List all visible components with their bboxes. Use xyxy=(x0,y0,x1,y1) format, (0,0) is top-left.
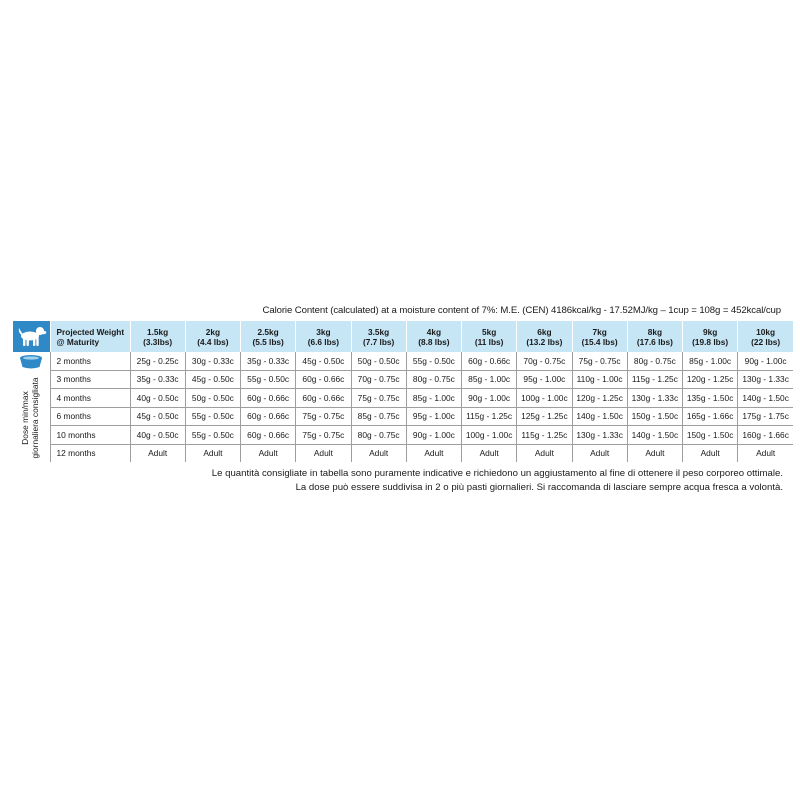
weight-kg: 3kg xyxy=(316,327,331,337)
dose-cell: 70g - 0.75c xyxy=(351,370,406,389)
weight-lbs: (8.8 lbs) xyxy=(418,337,450,347)
dose-cell: 75g - 0.75c xyxy=(572,352,627,370)
dose-cell: Adult xyxy=(683,444,738,462)
age-cell: 3 months xyxy=(50,370,130,389)
dose-cell: 140g - 1.50c xyxy=(572,407,627,426)
dose-cell: 60g - 0.66c xyxy=(296,370,351,389)
dose-cell: 95g - 1.00c xyxy=(517,370,572,389)
dose-cell: 30g - 0.33c xyxy=(185,352,240,370)
projected-weight-header xyxy=(50,321,130,352)
dose-cell: 90g - 1.00c xyxy=(406,426,461,445)
dose-cell: Adult xyxy=(462,444,517,462)
age-cell: 6 months xyxy=(50,407,130,426)
maturity-label: @ Maturity xyxy=(56,337,100,347)
dose-cell: 45g - 0.50c xyxy=(296,352,351,370)
weight-header xyxy=(185,321,240,352)
dose-cell: Adult xyxy=(572,444,627,462)
dose-cell: Adult xyxy=(627,444,682,462)
dose-cell: 130g - 1.33c xyxy=(738,370,793,389)
weight-lbs: (11 lbs) xyxy=(474,337,504,347)
weight-kg: 6kg xyxy=(537,327,552,337)
dose-cell: 60g - 0.66c xyxy=(296,389,351,408)
dose-cell: 40g - 0.50c xyxy=(130,426,185,445)
dose-cell: 140g - 1.50c xyxy=(627,426,682,445)
table-row xyxy=(13,407,793,426)
dose-cell: 150g - 1.50c xyxy=(627,407,682,426)
dose-cell: 100g - 1.00c xyxy=(517,389,572,408)
weight-lbs: (4.4 lbs) xyxy=(197,337,229,347)
weight-kg: 8kg xyxy=(647,327,663,337)
dose-cell: 40g - 0.50c xyxy=(130,389,185,408)
weight-kg: 9kg xyxy=(702,327,718,337)
dose-label-line1: Dose min/max xyxy=(20,391,30,445)
dose-cell: 60g - 0.66c xyxy=(241,389,296,408)
table-body xyxy=(13,352,793,462)
dose-cell: Adult xyxy=(406,444,461,462)
table-row xyxy=(13,426,793,445)
weight-lbs: (22 lbs) xyxy=(751,337,781,347)
dose-cell: 55g - 0.50c xyxy=(406,352,461,370)
weight-lbs: (15.4 lbs) xyxy=(581,337,618,347)
feeding-table xyxy=(13,321,793,462)
weight-header xyxy=(241,321,296,352)
dose-cell: 90g - 1.00c xyxy=(738,352,793,370)
dose-cell: 45g - 0.50c xyxy=(130,407,185,426)
dose-side-cell xyxy=(13,352,50,462)
table-header-row xyxy=(13,321,793,352)
weight-kg: 3.5kg xyxy=(368,327,390,337)
age-cell: 10 months xyxy=(50,426,130,445)
dose-cell: Adult xyxy=(351,444,406,462)
dose-label-line2: giornaliera consigliata xyxy=(30,377,40,459)
dose-cell: 60g - 0.66c xyxy=(241,407,296,426)
table-row xyxy=(13,389,793,408)
weight-kg: 7kg xyxy=(592,327,607,337)
dose-cell: 165g - 1.66c xyxy=(683,407,738,426)
dose-cell: 45g - 0.50c xyxy=(185,370,240,389)
dose-cell: 55g - 0.50c xyxy=(185,426,240,445)
dose-cell: 130g - 1.33c xyxy=(627,389,682,408)
dog-icon xyxy=(13,321,50,350)
weight-kg: 2.5kg xyxy=(257,327,279,337)
dose-cell: 80g - 0.75c xyxy=(406,370,461,389)
feeding-note xyxy=(0,467,783,495)
dose-cell: 55g - 0.50c xyxy=(241,370,296,389)
dose-cell: 120g - 1.25c xyxy=(683,370,738,389)
table-row xyxy=(13,444,793,462)
weight-header xyxy=(462,321,517,352)
table-row xyxy=(13,352,793,370)
dose-cell: 60g - 0.66c xyxy=(241,426,296,445)
weight-lbs: (5.5 lbs) xyxy=(252,337,284,347)
dose-cell: 85g - 1.00c xyxy=(683,352,738,370)
weight-header xyxy=(296,321,351,352)
feeding-table-container xyxy=(13,321,789,462)
weight-kg: 2kg xyxy=(205,327,221,337)
dose-cell: 85g - 1.00c xyxy=(406,389,461,408)
weight-header xyxy=(517,321,572,352)
weight-lbs: (6.6 lbs) xyxy=(307,337,340,347)
dose-cell: 95g - 1.00c xyxy=(406,407,461,426)
dose-cell: Adult xyxy=(738,444,793,462)
dose-cell: 85g - 1.00c xyxy=(462,370,517,389)
dose-cell: 70g - 0.75c xyxy=(517,352,572,370)
weight-header xyxy=(130,321,185,352)
dose-cell: 60g - 0.66c xyxy=(462,352,517,370)
dose-cell: 55g - 0.50c xyxy=(185,407,240,426)
age-cell: 12 months xyxy=(50,444,130,462)
note-line2: La dose può essere suddivisa in 2 o più pasti giornalieri. Si raccomanda di lasciare sempre acqua fresca a volontà. xyxy=(295,482,783,493)
weight-kg: 4kg xyxy=(426,327,442,337)
dose-cell: 150g - 1.50c xyxy=(683,426,738,445)
weight-header xyxy=(683,321,738,352)
dose-cell: 85g - 0.75c xyxy=(351,407,406,426)
dose-label xyxy=(20,358,40,478)
dog-icon-cell xyxy=(13,321,50,352)
dose-cell: 140g - 1.50c xyxy=(738,389,793,408)
dose-cell: 125g - 1.25c xyxy=(517,407,572,426)
weight-header xyxy=(351,321,406,352)
table-row xyxy=(13,370,793,389)
dose-cell: 115g - 1.25c xyxy=(462,407,517,426)
dose-side-panel xyxy=(15,352,45,461)
dose-cell: Adult xyxy=(130,444,185,462)
weight-lbs: (19.8 lbs) xyxy=(692,337,729,347)
dose-cell: 75g - 0.75c xyxy=(351,389,406,408)
note-line1: Le quantità consigliate in tabella sono puramente indicative e richiedono un aggiustamento al fine di ottenere il peso corporeo ottimale. xyxy=(211,468,783,479)
dose-cell: 110g - 1.00c xyxy=(572,370,627,389)
dose-cell: 75g - 0.75c xyxy=(296,407,351,426)
weight-header xyxy=(738,321,793,352)
weight-kg: 5kg xyxy=(481,327,497,337)
dose-cell: 90g - 1.00c xyxy=(462,389,517,408)
weight-lbs: (3.3lbs) xyxy=(143,337,173,347)
dose-cell: 35g - 0.33c xyxy=(130,370,185,389)
dose-cell: 115g - 1.25c xyxy=(627,370,682,389)
dose-cell: 135g - 1.50c xyxy=(683,389,738,408)
age-cell: 2 months xyxy=(50,352,130,370)
dose-cell: 115g - 1.25c xyxy=(517,426,572,445)
weight-header xyxy=(627,321,682,352)
dose-cell: 50g - 0.50c xyxy=(185,389,240,408)
weight-header xyxy=(572,321,627,352)
dose-cell: 25g - 0.25c xyxy=(130,352,185,370)
dose-cell: 160g - 1.66c xyxy=(738,426,793,445)
dose-cell: Adult xyxy=(517,444,572,462)
weight-header xyxy=(406,321,461,352)
weight-kg: 1.5kg xyxy=(147,327,169,337)
weight-lbs: (13.2 lbs) xyxy=(526,337,563,347)
dose-cell: Adult xyxy=(296,444,351,462)
dose-cell: 120g - 1.25c xyxy=(572,389,627,408)
calorie-content: Calorie Content (calculated) at a moisture content of 7%: M.E. (CEN) 4186kcal/kg - 17.52MJ/kg – 1cup = 108g = 452kcal/cup xyxy=(262,305,781,316)
dose-cell: 50g - 0.50c xyxy=(351,352,406,370)
dose-cell: Adult xyxy=(185,444,240,462)
dose-cell: 130g - 1.33c xyxy=(572,426,627,445)
age-cell: 4 months xyxy=(50,389,130,408)
dose-cell: 35g - 0.33c xyxy=(241,352,296,370)
dose-cell: 175g - 1.75c xyxy=(738,407,793,426)
weight-lbs: (17.6 lbs) xyxy=(636,337,673,347)
dose-cell: 100g - 1.00c xyxy=(462,426,517,445)
dose-cell: 75g - 0.75c xyxy=(296,426,351,445)
dose-cell: 80g - 0.75c xyxy=(351,426,406,445)
weight-kg: 10kg xyxy=(756,327,776,337)
projected-weight-label: Projected Weight xyxy=(56,327,125,337)
dose-cell: Adult xyxy=(241,444,296,462)
weight-lbs: (7.7 lbs) xyxy=(362,337,395,347)
dose-cell: 80g - 0.75c xyxy=(627,352,682,370)
